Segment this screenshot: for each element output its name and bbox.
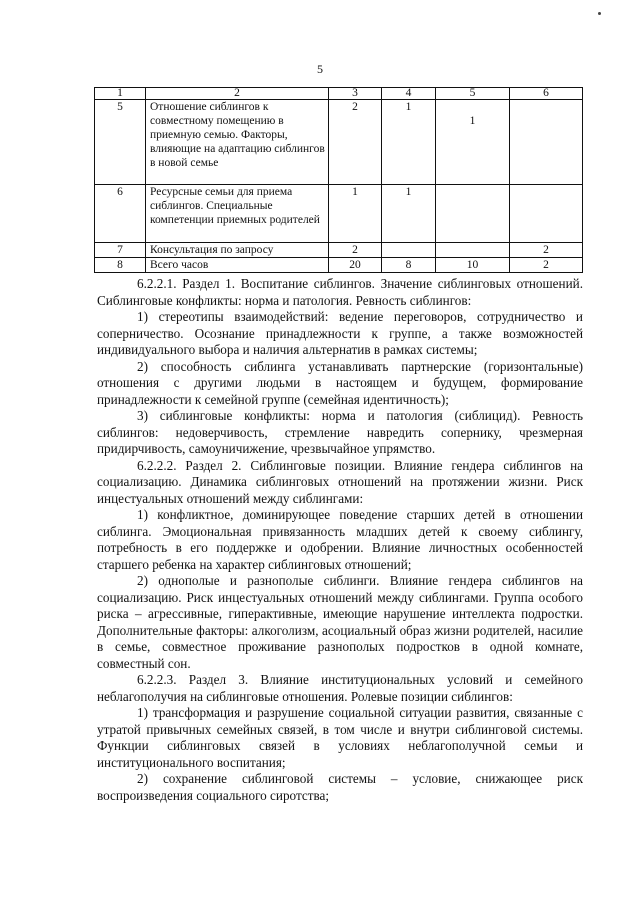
practice-hours: 1 xyxy=(382,185,436,243)
section-heading: 6.2.2.3. Раздел 3. Влияние институциональных условий и семейного неблагополучия на сиблинговые отношения. Ролевые позиции сиблингов: xyxy=(97,672,583,704)
row-topic: Всего часов xyxy=(146,258,329,273)
body-text xyxy=(97,276,583,804)
column-header: 6 xyxy=(510,88,583,100)
independent-hours xyxy=(436,185,510,243)
page-number: 5 xyxy=(317,62,323,76)
consultation-hours: 2 xyxy=(510,243,583,258)
paragraph: 1) конфликтное, доминирующее поведение старших детей в отношении сиблинга. Эмоциональная привязанность младших детей к своему сиблингу, потребность в его поддержке и одобрении. Влияние личностных особенностей старшего ребенка на характер сиблинговых отношений; xyxy=(97,507,583,572)
row-topic: Консультация по запросу xyxy=(146,243,329,258)
paragraph: 2) сохранение сиблинговой системы – условие, снижающее риск воспроизведения социального сиротства; xyxy=(97,771,583,803)
consultation-hours xyxy=(510,185,583,243)
independent-hours: 1 xyxy=(436,100,510,185)
table-row xyxy=(95,185,583,243)
independent-hours xyxy=(436,243,510,258)
lecture-hours: 1 xyxy=(329,185,382,243)
independent-hours: 10 xyxy=(436,258,510,273)
table-row xyxy=(95,100,583,185)
paragraph: 1) стереотипы взаимодействий: ведение переговоров, сотрудничество и соперничество. Осознание принадлежности к группе, а также возможностей индивидуального выбора и наличия альтернатив в рамках системы; xyxy=(97,309,583,357)
column-header: 3 xyxy=(329,88,382,100)
column-header: 4 xyxy=(382,88,436,100)
lecture-hours: 2 xyxy=(329,243,382,258)
scan-speck xyxy=(598,12,601,15)
row-number: 7 xyxy=(95,243,146,258)
row-number: 6 xyxy=(95,185,146,243)
lecture-hours: 2 xyxy=(329,100,382,185)
hours-table xyxy=(94,87,583,273)
table-row xyxy=(95,258,583,273)
lecture-hours: 20 xyxy=(329,258,382,273)
column-header: 1 xyxy=(95,88,146,100)
consultation-hours: 2 xyxy=(510,258,583,273)
paragraph: 3) сиблинговые конфликты: норма и патология (сиблицид). Ревность сиблингов: недоверчивость, стремление навредить сопернику, чрезмерная придирчивость, самоуничижение, чрезвычайное упрямство. xyxy=(97,408,583,456)
paragraph: 2) способность сиблинга устанавливать партнерские (горизонтальные) отношения с другими людьми в настоящем и будущем, формирование принадлежности к семейной группе (семейная идентичность); xyxy=(97,358,583,407)
column-header: 5 xyxy=(436,88,510,100)
row-number: 8 xyxy=(95,258,146,273)
row-number: 5 xyxy=(95,100,146,185)
row-topic: Ресурсные семьи для приема сиблингов. Специальные компетенции приемных родителей xyxy=(146,185,329,243)
paragraph: 1) трансформация и разрушение социальной ситуации развития, связанные с утратой привычных семейных связей, в том числе и внутри сиблинговой системы. Функции сиблинговых связей в условиях неблагополучной семьи и институционального воспитания; xyxy=(97,705,583,770)
paragraph: 2) однополые и разнополые сиблинги. Влияние гендера сиблингов на социализацию. Риск инцестуальных отношений между сиблингами. Группа особого риска – агрессивные, гиперактивные, имеющие нарушение интеллекта подростки. Дополнительные факторы: алкоголизм, асоциальный образ жизни родителей, насилие в семье, совместное проживание разнополых подростков в одной комнате, совместный сон. xyxy=(97,573,583,671)
consultation-hours xyxy=(510,100,583,185)
practice-hours xyxy=(382,243,436,258)
section-heading: 6.2.2.1. Раздел 1. Воспитание сиблингов. Значение сиблинговых отношений. Сиблинговые конфликты: норма и патология. Ревность сиблингов: xyxy=(97,276,583,308)
column-header: 2 xyxy=(146,88,329,100)
table-row xyxy=(95,243,583,258)
section-heading: 6.2.2.2. Раздел 2. Сиблинговые позиции. Влияние гендера сиблингов на социализацию. Динамика сиблинговых отношений на протяжении жизни. Риск инцестуальных отношений между сиблингами: xyxy=(97,457,583,506)
table-header-row xyxy=(95,88,583,100)
practice-hours: 1 xyxy=(382,100,436,185)
practice-hours: 8 xyxy=(382,258,436,273)
row-topic: Отношение сиблингов к совместному помещению в приемную семью. Факторы, влияющие на адаптацию сиблингов в новой семье xyxy=(146,100,329,185)
